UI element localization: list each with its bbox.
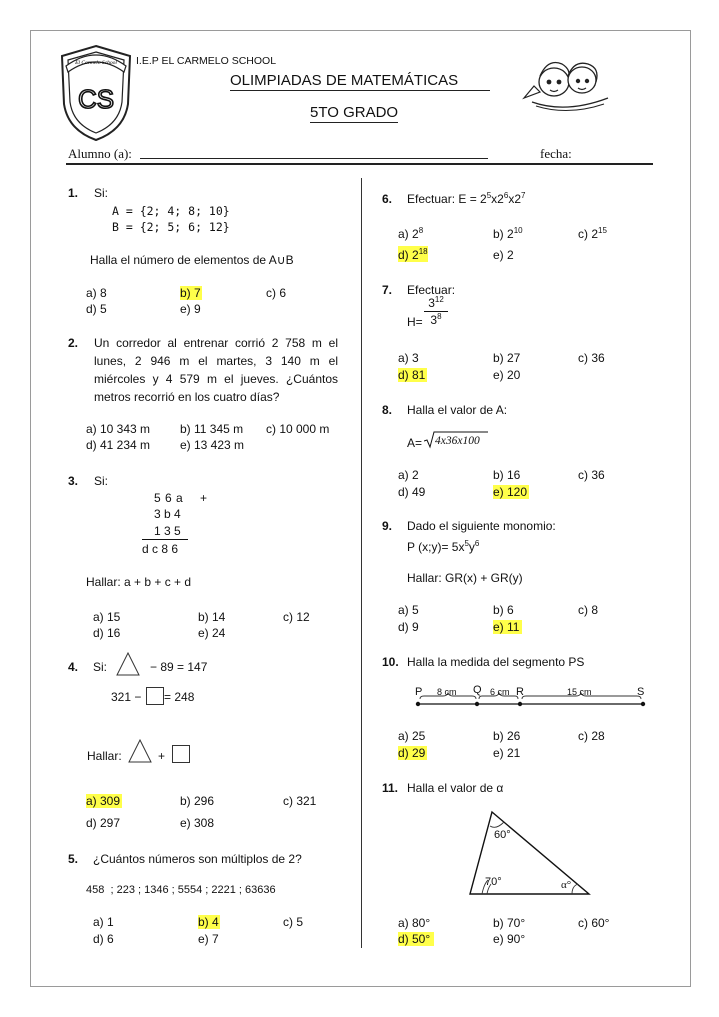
- q10-option-c[interactable]: c) 28: [578, 729, 605, 743]
- q3-number: 3.: [68, 474, 79, 488]
- q4-option-e[interactable]: e) 308: [180, 816, 215, 830]
- q10-option-d[interactable]: d) 29: [398, 746, 426, 760]
- logo-arc-text: El Carmelo School: [75, 60, 117, 66]
- q3-prompt: Hallar: a + b + c + d: [86, 575, 192, 589]
- q3-sum-line: [142, 539, 188, 540]
- column-divider: [361, 178, 362, 948]
- q9-prompt: Dado el siguiente monomio:: [407, 519, 556, 533]
- q3-row-1: 5 6 a: [154, 491, 184, 505]
- q5-option-c[interactable]: c) 5: [283, 915, 304, 929]
- q3-option-a[interactable]: a) 15: [93, 610, 121, 624]
- q5-option-b[interactable]: b) 4: [198, 915, 219, 929]
- q1-option-d[interactable]: d) 5: [86, 302, 107, 316]
- q11-number: 11.: [382, 781, 399, 795]
- q11-option-b[interactable]: b) 70°: [493, 916, 526, 930]
- q8-prompt: Halla el valor de A:: [407, 403, 508, 417]
- school-logo: [58, 42, 134, 144]
- square-symbol-1: [146, 687, 164, 705]
- q6-prompt-base: Efectuar: E = 2: [407, 192, 487, 206]
- q6-option-a[interactable]: [398, 227, 423, 241]
- kids-illustration: [518, 52, 616, 116]
- q7-denominator: [424, 312, 448, 327]
- q3-row-2: 3 b 4: [154, 507, 181, 521]
- q7-option-c[interactable]: c) 36: [578, 351, 605, 365]
- q4-plus-sign: +: [158, 749, 166, 763]
- q6-option-d-base: d) 2: [398, 248, 419, 262]
- q7-number: 7.: [382, 283, 393, 297]
- q4-intro: Si:: [93, 660, 108, 674]
- q2-line-1: Un corredor al entrenar corrió 2 758 m el: [94, 336, 338, 350]
- q10-option-b[interactable]: b) 26: [493, 729, 521, 743]
- q8-option-d[interactable]: d) 49: [398, 485, 426, 499]
- q2-option-e[interactable]: e) 13 423 m: [180, 438, 245, 452]
- q6-option-a-exp: 8: [418, 226, 424, 235]
- q5-option-e[interactable]: e) 7: [198, 932, 219, 946]
- q8-option-b[interactable]: b) 16: [493, 468, 521, 482]
- student-label: Alumno (a):: [68, 146, 132, 161]
- q4-equation-2-left: 321 −: [111, 690, 142, 704]
- exam-title: OLIMPIADAS DE MATEMÁTICAS: [230, 72, 490, 91]
- q6-option-d[interactable]: [398, 246, 428, 262]
- q11-option-e[interactable]: e) 90°: [493, 932, 526, 946]
- q3-option-c[interactable]: c) 12: [283, 610, 310, 624]
- point-s-label: S: [637, 686, 645, 698]
- triangle-symbol-2: [128, 739, 152, 763]
- q2-option-b[interactable]: b) 11 345 m: [180, 422, 244, 436]
- q1-option-a[interactable]: a) 8: [86, 286, 107, 300]
- q1-prompt: Halla el número de elementos de A∪B: [90, 253, 294, 267]
- q9-option-b[interactable]: b) 6: [493, 603, 514, 617]
- q7-denominator-base: 3: [430, 313, 438, 327]
- q1-option-e[interactable]: e) 9: [180, 302, 201, 316]
- square-symbol-2: [172, 745, 190, 763]
- segment-qr-label: 6 cm: [490, 687, 510, 697]
- q11-prompt: Halla el valor de α: [407, 781, 504, 795]
- q9-option-c[interactable]: c) 8: [578, 603, 599, 617]
- q3-row-3: 1 3 5: [154, 524, 181, 538]
- q7-denominator-exp: 8: [437, 312, 442, 321]
- q7-h-label: H=: [407, 315, 423, 329]
- q2-line-2: lunes, 2 946 m el martes, 3 140 m el: [94, 354, 338, 368]
- point-q-label: Q: [473, 684, 482, 696]
- q9-exp-x: 5: [464, 539, 469, 548]
- q6-option-c-base: c) 2: [578, 227, 599, 241]
- q2-text: [94, 334, 338, 406]
- q8-radicand: 4x36x100: [435, 435, 480, 447]
- q6-option-b[interactable]: [493, 227, 523, 241]
- segment-pq-label: 8 cm: [437, 687, 457, 697]
- q7-option-e[interactable]: e) 20: [493, 368, 521, 382]
- q1-set-a: A = {2; 4; 8; 10}: [112, 204, 230, 218]
- q2-line-4: metros recorrió en los cuatro días?: [94, 390, 280, 404]
- q6-option-c[interactable]: [578, 227, 607, 241]
- point-r-label: R: [516, 686, 524, 698]
- q4-equation-2-right: = 248: [164, 690, 195, 704]
- segment-rs-label: 15 cm: [567, 687, 592, 697]
- q7-option-b[interactable]: b) 27: [493, 351, 521, 365]
- header-rule: [66, 163, 653, 165]
- q9-option-d[interactable]: d) 9: [398, 620, 419, 634]
- q5-option-d[interactable]: d) 6: [93, 932, 114, 946]
- q2-option-c[interactable]: c) 10 000 m: [266, 422, 330, 436]
- q9-find: Hallar: GR(x) + GR(y): [407, 571, 523, 585]
- q4-option-d[interactable]: d) 297: [86, 816, 121, 830]
- angle-left-label: 70°: [485, 876, 502, 888]
- q6-number: 6.: [382, 192, 393, 206]
- q7-option-d[interactable]: d) 81: [398, 368, 426, 382]
- q6-exp-2: 6: [503, 191, 509, 200]
- q10-option-a[interactable]: a) 25: [398, 729, 426, 743]
- q8-option-a[interactable]: a) 2: [398, 468, 419, 482]
- q7-fraction: [424, 296, 448, 327]
- q6-exp-3: 7: [521, 191, 526, 200]
- q2-line-3: miércoles y 4 579 m el jueves. ¿Cuántos: [94, 372, 338, 386]
- q7-option-a[interactable]: a) 3: [398, 351, 419, 365]
- q5-numbers: 458 ; 223 ; 1346 ; 5554 ; 2221 ; 63636: [86, 884, 276, 896]
- angle-alpha-label: α°: [561, 879, 572, 891]
- q8-expr-label: A=: [407, 436, 423, 450]
- q4-number: 4.: [68, 660, 79, 674]
- q3-plus-sign: +: [200, 491, 208, 505]
- q5-number: 5.: [68, 852, 79, 866]
- q8-option-e[interactable]: e) 120: [493, 485, 528, 499]
- q2-option-d[interactable]: d) 41 234 m: [86, 438, 151, 452]
- q6-times-2: x2: [508, 192, 521, 206]
- q9-option-e[interactable]: e) 11: [493, 620, 522, 634]
- q7-numerator-exp: 12: [434, 295, 444, 304]
- q6-prompt: [407, 192, 525, 206]
- q11-option-c[interactable]: c) 60°: [578, 916, 610, 930]
- q3-row-4: d c 8 6: [142, 542, 179, 556]
- q1-option-c[interactable]: c) 6: [266, 286, 287, 300]
- q3-option-b[interactable]: b) 14: [198, 610, 226, 624]
- q10-prompt: Halla la medida del segmento PS: [407, 655, 585, 669]
- q9-var-y: y: [468, 540, 475, 554]
- q4-prompt: Hallar:: [87, 749, 122, 763]
- q3-option-e[interactable]: e) 24: [198, 626, 226, 640]
- q1-set-b: B = {2; 5; 6; 12}: [112, 220, 230, 234]
- q10-number: 10.: [382, 655, 399, 669]
- q6-option-b-exp: 10: [513, 226, 523, 235]
- q3-option-d[interactable]: d) 16: [93, 626, 121, 640]
- q4-equation-1: − 89 = 147: [150, 660, 208, 674]
- q10-option-e[interactable]: e) 21: [493, 746, 521, 760]
- point-p-label: P: [415, 686, 423, 698]
- q6-exp-1: 5: [486, 191, 492, 200]
- q4-option-b[interactable]: b) 296: [180, 794, 215, 808]
- q9-monomial: [407, 540, 479, 554]
- exam-grade: 5TO GRADO: [310, 104, 399, 121]
- q6-option-d-exp: 18: [418, 247, 428, 256]
- q5-option-a[interactable]: a) 1: [93, 915, 114, 929]
- q9-monomial-base: P (x;y)= 5x: [407, 540, 465, 554]
- q11-option-d[interactable]: d) 50°: [398, 932, 434, 946]
- q8-number: 8.: [382, 403, 393, 417]
- q8-option-c[interactable]: c) 36: [578, 468, 605, 482]
- q6-option-a-base: a) 2: [398, 227, 419, 241]
- q2-number: 2.: [68, 336, 79, 350]
- school-name: I.E.P EL CARMELO SCHOOL: [136, 55, 277, 67]
- angle-top-label: 60°: [494, 829, 511, 841]
- q6-option-e[interactable]: e) 2: [493, 248, 514, 262]
- q4-option-c[interactable]: c) 321: [283, 794, 317, 808]
- q9-exp-y: 6: [474, 539, 480, 548]
- q1-number: 1.: [68, 186, 79, 200]
- q1-option-b[interactable]: b) 7: [180, 286, 201, 300]
- date-label: fecha:: [540, 146, 572, 161]
- triangle-symbol-1: [116, 652, 140, 676]
- q3-intro: Si:: [94, 474, 109, 488]
- q6-option-c-exp: 15: [598, 226, 607, 235]
- q9-option-a[interactable]: a) 5: [398, 603, 419, 617]
- q5-prompt: ¿Cuántos números son múltiplos de 2?: [93, 852, 302, 866]
- q6-option-b-base: b) 2: [493, 227, 514, 241]
- q2-option-a[interactable]: a) 10 343 m: [86, 422, 151, 436]
- q7-numerator: [424, 296, 448, 312]
- q9-number: 9.: [382, 519, 393, 533]
- student-name-field[interactable]: [140, 158, 488, 159]
- q7-numerator-base: 3: [428, 296, 435, 310]
- q4-option-a[interactable]: a) 309: [86, 794, 121, 808]
- q1-intro: Si:: [94, 186, 109, 200]
- q11-option-a[interactable]: a) 80°: [398, 916, 431, 930]
- q7-prompt: Efectuar:: [407, 283, 456, 297]
- logo-initials: CS: [77, 84, 115, 114]
- q6-times-1: x2: [491, 192, 504, 206]
